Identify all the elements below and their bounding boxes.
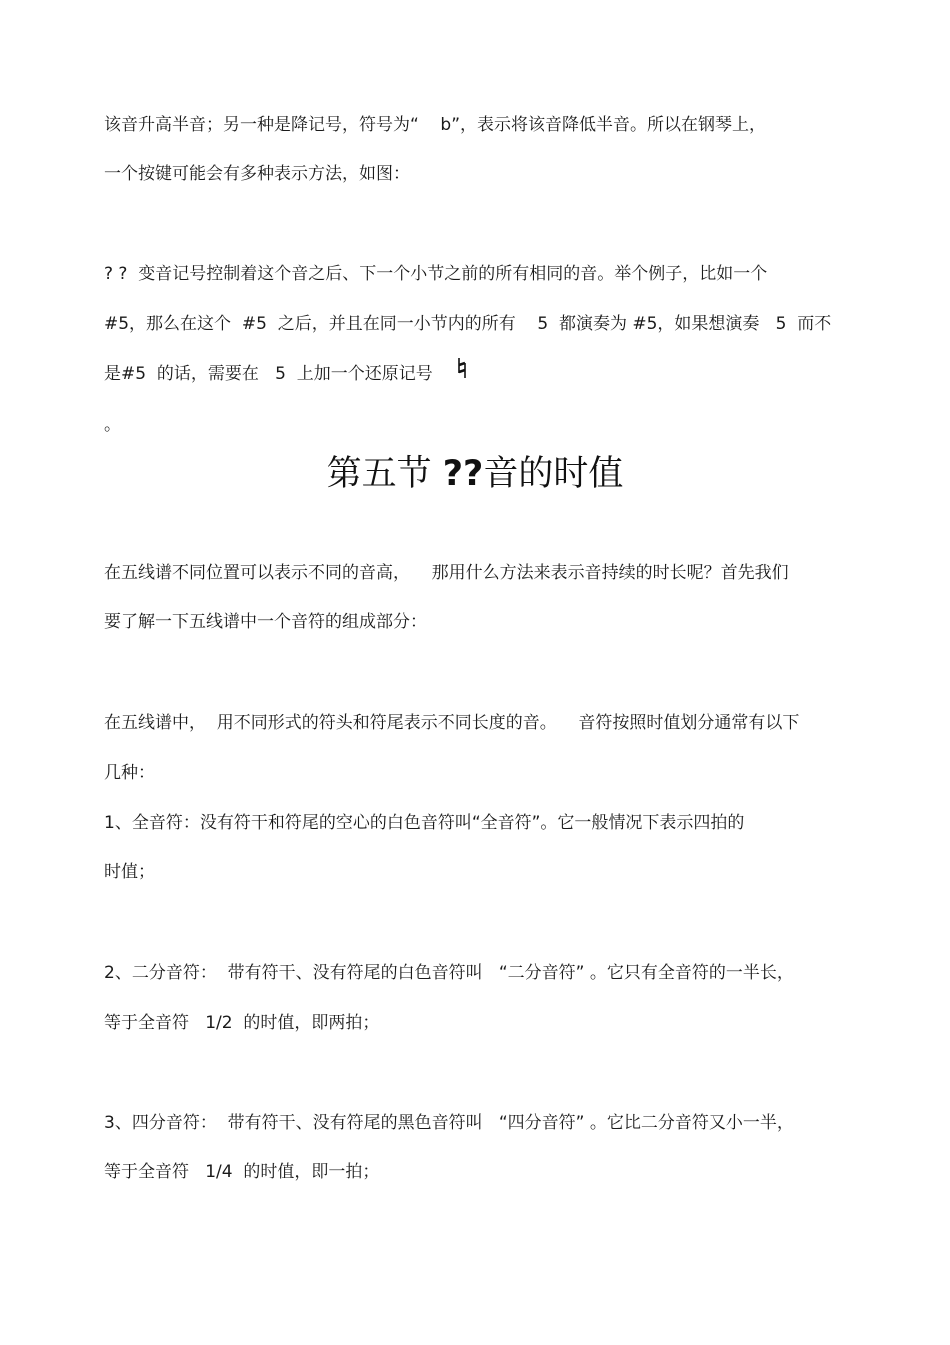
- section-title-part: 第五节: [326, 454, 443, 494]
- paragraph-line: #5，那么在这个 #5 之后，并且在同一小节内的所有 5 都演奏为 #5，如果想演奏 5 而不: [104, 314, 832, 334]
- natural-sign-icon: [456, 356, 468, 380]
- paragraph-line: 在五线谱中， 用不同形式的符头和符尾表示不同长度的音。 音符按照时值划分通常有以下: [104, 713, 800, 733]
- paragraph-line: 是#5 的话，需要在 5 上加一个还原记号: [104, 364, 433, 384]
- section-title-part: 音的时值: [483, 454, 624, 494]
- paragraph-line: 2、二分音符： 带有符干、没有符尾的白色音符叫 “二分音符” 。它只有全音符的一半长，: [104, 963, 794, 983]
- paragraph-line: 1、全音符：没有符干和符尾的空心的白色音符叫“全音符”。它一般情况下表示四拍的: [104, 813, 745, 833]
- paragraph-line: 等于全音符 1/4 的时值，即一拍；: [104, 1162, 380, 1182]
- paragraph-line: 要了解一下五线谱中一个音符的组成部分：: [104, 612, 427, 632]
- paragraph-line: 。: [104, 415, 121, 435]
- paragraph-line: ? ? 变音记号控制着这个音之后、下一个小节之前的所有相同的音。举个例子，比如一个: [104, 264, 768, 284]
- paragraph-line: 3、四分音符： 带有符干、没有符尾的黑色音符叫 “四分音符” 。它比二分音符又小一半，: [104, 1113, 794, 1133]
- paragraph-line: 一个按键可能会有多种表示方法，如图：: [104, 164, 410, 184]
- paragraph-line: 等于全音符 1/2 的时值，即两拍；: [104, 1013, 380, 1033]
- paragraph-line: 在五线谱不同位置可以表示不同的音高， 那用什么方法来表示音持续的时长呢？首先我们: [104, 563, 789, 583]
- paragraph-line: 该音升高半音；另一种是降记号，符号为“ b”，表示将该音降低半音。所以在钢琴上，: [104, 115, 767, 135]
- section-title-part: ??: [442, 454, 484, 494]
- paragraph-line: 几种：: [104, 763, 155, 783]
- section-title: [0, 452, 950, 496]
- paragraph-line: 时值；: [104, 862, 155, 882]
